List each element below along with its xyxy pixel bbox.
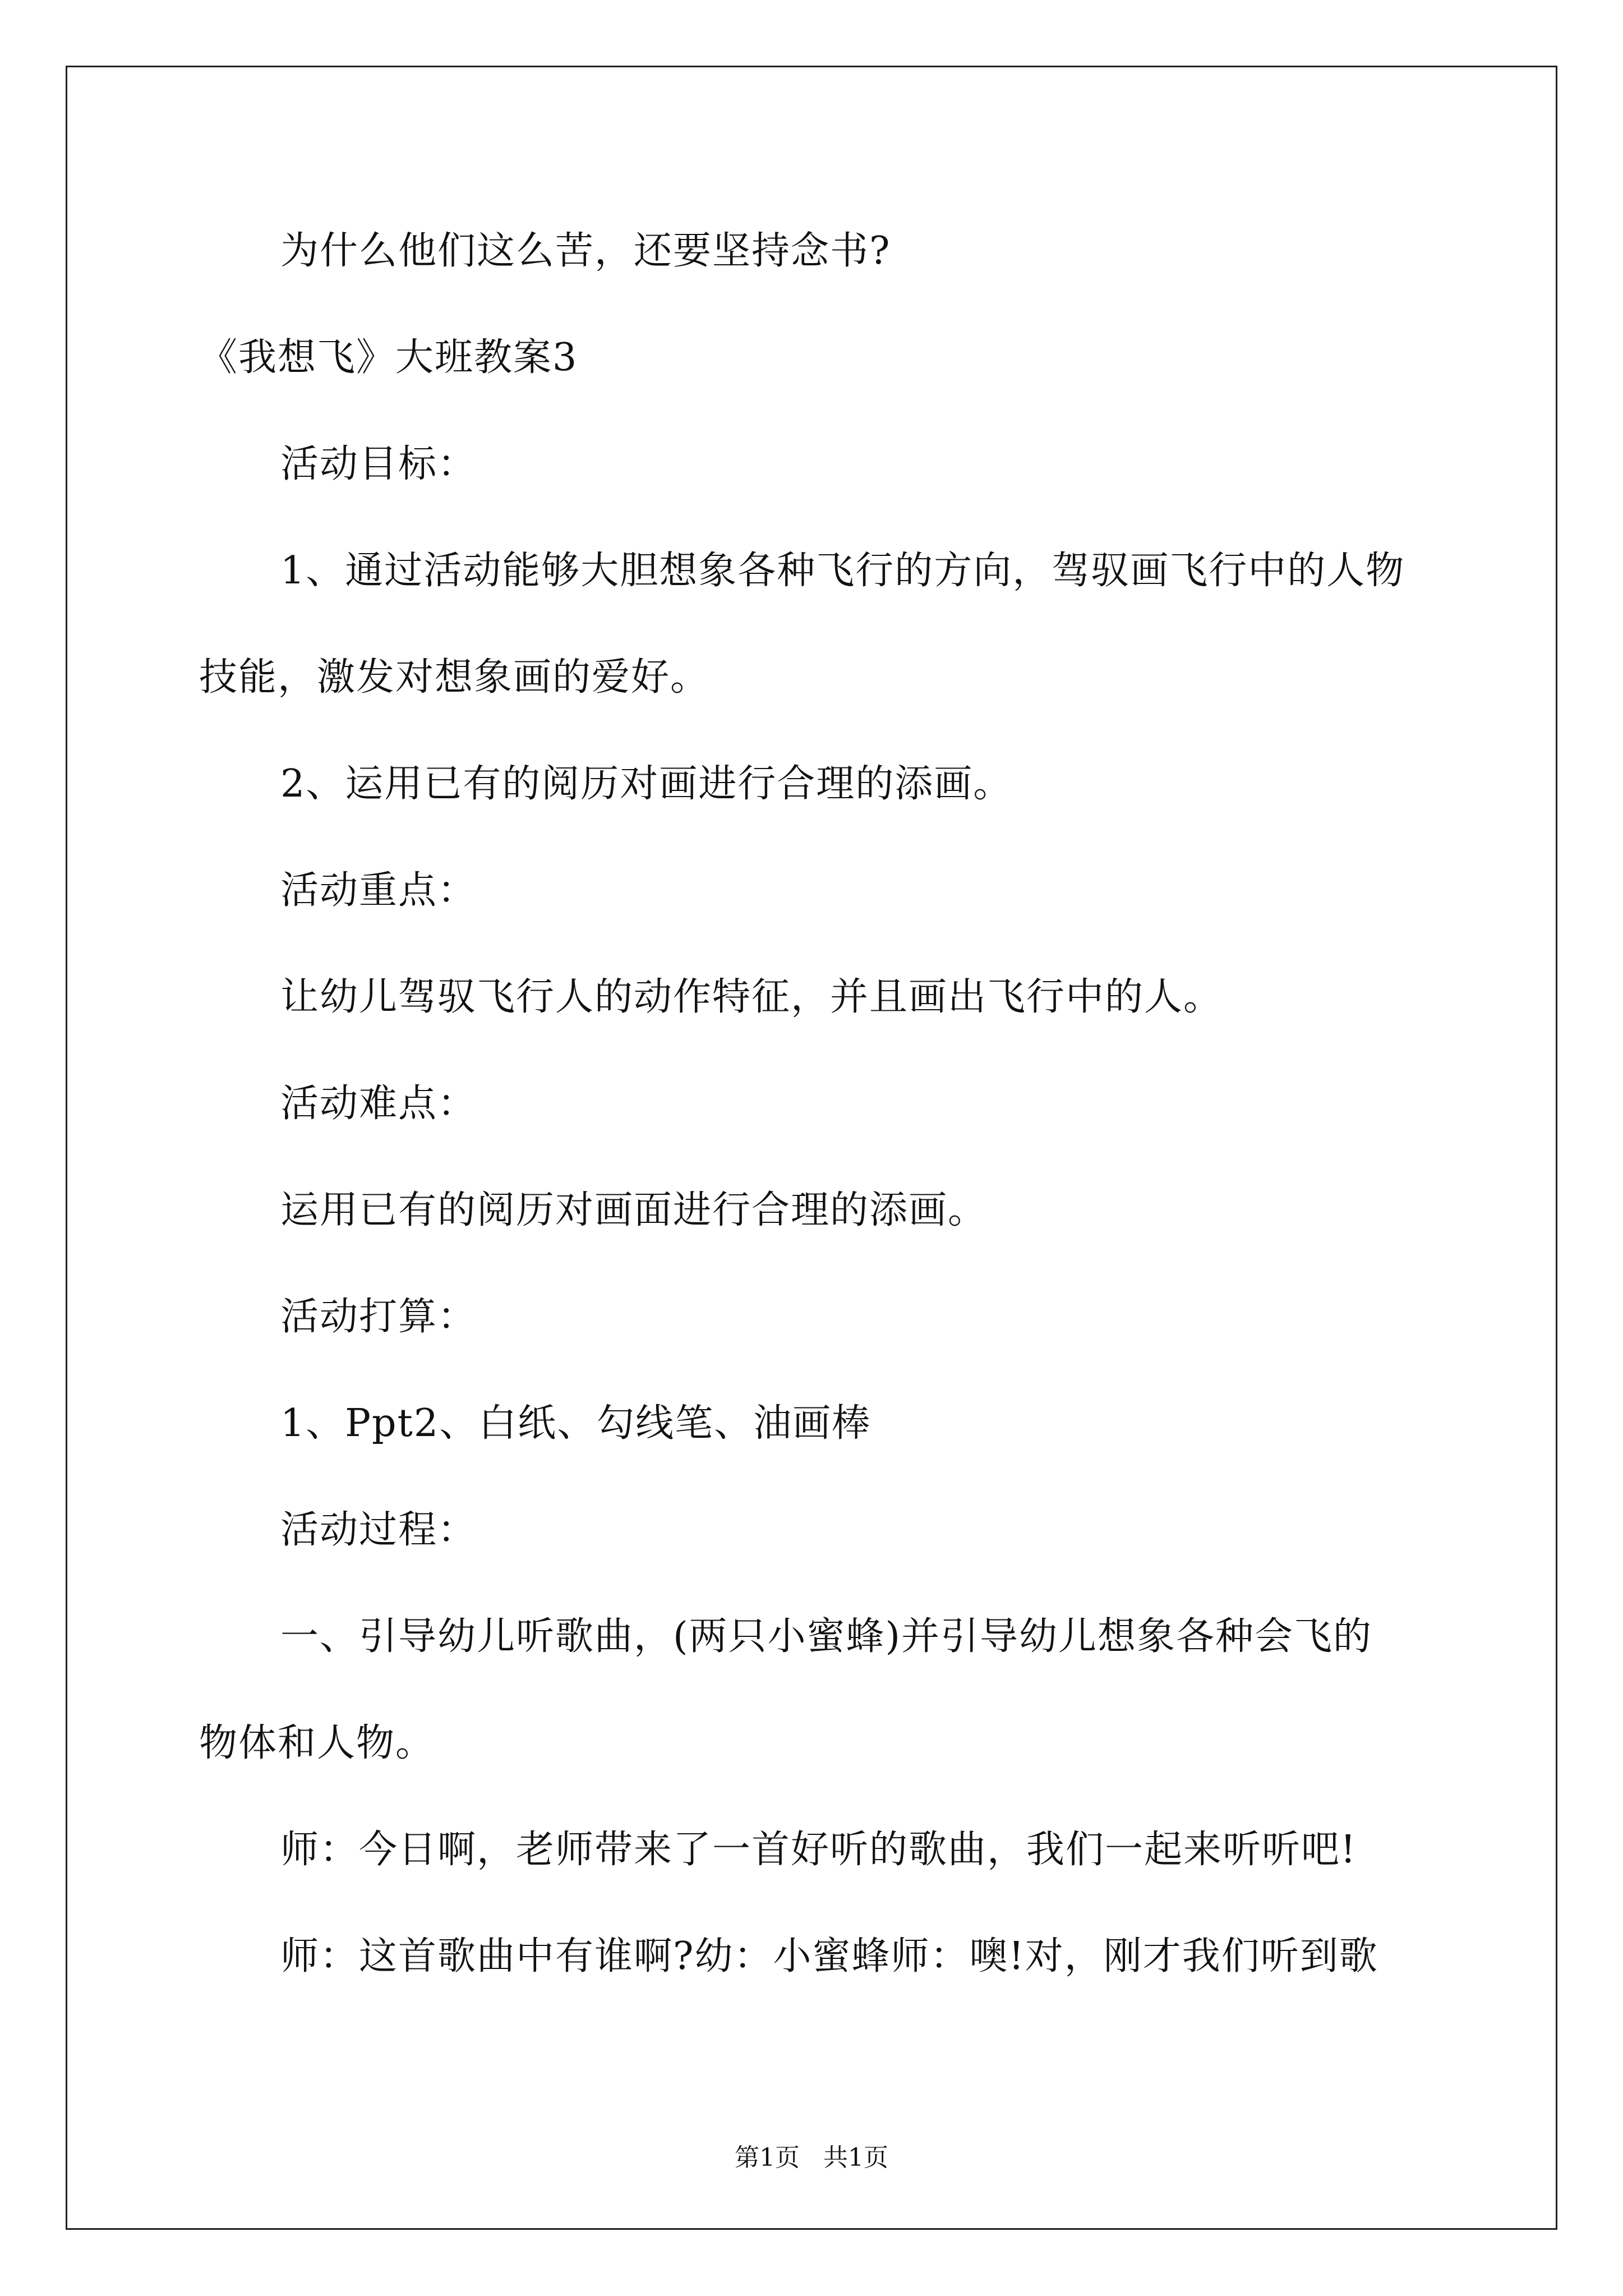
paragraph-line: 让幼儿驾驭飞行人的动作特征，并且画出飞行中的人。 — [280, 975, 1223, 1019]
paragraph-line: 为什么他们这么苦，还要坚持念书? — [280, 229, 891, 273]
paragraph-line: 1、通过活动能够大胆想象各种飞行的方向，驾驭画飞行中的人物 — [280, 549, 1405, 593]
paragraph-line: 师：这首歌曲中有谁啊?幼：小蜜蜂师：噢!对，刚才我们听到歌 — [280, 1934, 1378, 1978]
section-title: 《我想飞》大班教案3 — [199, 335, 578, 380]
page-number-footer: 第1页 共1页 — [735, 2143, 888, 2172]
paragraph-line: 技能，激发对想象画的爱好。 — [199, 655, 710, 700]
paragraph-line: 1、Ppt2、白纸、勾线笔、油画棒 — [280, 1401, 872, 1446]
paragraph-line: 物体和人物。 — [199, 1721, 435, 1765]
paragraph-line: 2、运用已有的阅历对画进行合理的添画。 — [280, 762, 1013, 806]
page-border — [66, 66, 1557, 2230]
paragraph-line: 一、引导幼儿听歌曲，(两只小蜜蜂)并引导幼儿想象各种会飞的 — [280, 1614, 1373, 1659]
heading-activity-goals: 活动目标： — [280, 442, 477, 486]
heading-difficulties: 活动难点： — [280, 1082, 477, 1126]
heading-preparation: 活动打算： — [280, 1295, 477, 1339]
paragraph-line: 师：今日啊，老师带来了一首好听的歌曲，我们一起来听听吧! — [280, 1828, 1357, 1872]
heading-process: 活动过程： — [280, 1508, 477, 1552]
heading-key-points: 活动重点： — [280, 868, 477, 913]
paragraph-line: 运用已有的阅历对画面进行合理的添画。 — [280, 1188, 988, 1232]
